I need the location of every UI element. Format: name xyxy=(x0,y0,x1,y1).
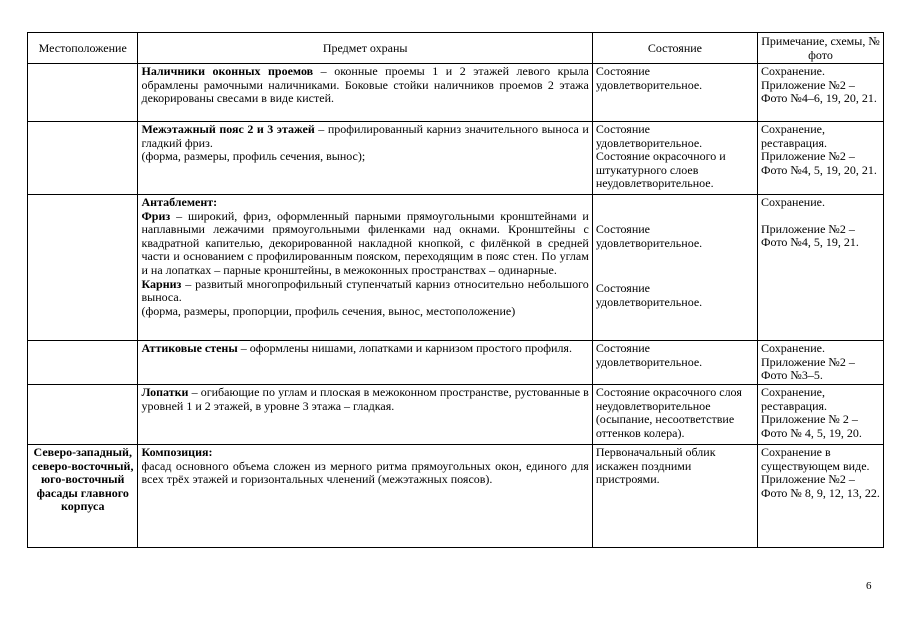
subject-extra: (форма, размеры, профиль сечения, вынос); xyxy=(141,149,366,164)
frieze-title: Фриз xyxy=(141,208,171,223)
cell-subject xyxy=(138,64,592,122)
subject-text: – оформлены нишами, лопатками и карнизом простого профиля. xyxy=(237,341,572,355)
subject-title: Лопатки xyxy=(141,385,189,399)
table-row xyxy=(28,122,884,195)
cell-condition: Состояние удовлетворительное. xyxy=(592,341,757,385)
page-number: 6 xyxy=(866,580,872,592)
header-location: Местоположение xyxy=(28,33,138,64)
subject-text: фасад основного объема сложен из мерного ритма прямоугольных окон, единого для всех трёх этажей и горизонтальных членений (межэтажных поясов). xyxy=(141,458,589,487)
condition-text-2: Состояние удовлетворительное. xyxy=(595,281,703,309)
table-row xyxy=(28,385,884,445)
cell-note: Сохранение, реставрация. Приложение №2 – Фото №4, 5, 19, 20, 21. xyxy=(758,122,884,195)
subject-heading: Антаблемент: xyxy=(141,195,218,209)
subject-text: – профилированный карниз значительного выноса и гладкий фриз. xyxy=(141,122,589,150)
subject-title: Межэтажный пояс 2 и 3 этажей xyxy=(141,122,315,136)
cell-subject xyxy=(138,445,592,548)
cell-note xyxy=(758,195,884,341)
cell-condition: Состояние удовлетворительное. xyxy=(592,64,757,122)
subject-text: – огибающие по углам и плоская в межоконном пространстве, рустованные в уровней 1 и 2 этажей, в уровне 3 этажа – гладкая. xyxy=(141,385,589,413)
cell-condition xyxy=(592,122,757,195)
note-text: Сохранение. xyxy=(761,195,825,209)
table-row xyxy=(28,195,884,341)
cell-location xyxy=(28,122,138,195)
header-note: Примечание, схемы, № фото xyxy=(758,33,884,64)
condition-text: Состояние удовлетворительное. xyxy=(595,122,703,150)
cornice-text: – развитый многопрофильный ступенчатый карниз относительно небольшого выноса. xyxy=(141,276,589,305)
subject-heading: Композиция: xyxy=(141,445,213,459)
cell-note: Сохранение. Приложение №2 – Фото №4–6, 19, 20, 21. xyxy=(758,64,884,122)
condition-text-2: Состояние окрасочного и штукатурного слоев неудовлетворительное. xyxy=(595,149,726,191)
note-text: Сохранение в существующем виде. xyxy=(761,445,870,473)
subject-extra: (форма, размеры, пропорции, профиль сечения, вынос, местоположение) xyxy=(141,303,516,318)
cell-subject xyxy=(138,122,592,195)
cell-condition xyxy=(592,195,757,341)
cell-location: Северо-западный, северо-восточный, юго-восточный фасады главного корпуса xyxy=(28,445,138,548)
header-condition: Состояние xyxy=(592,33,757,64)
header-subject: Предмет охраны xyxy=(138,33,592,64)
table-header-row xyxy=(28,33,884,64)
subject-title: Аттиковые стены xyxy=(141,341,238,355)
cell-subject xyxy=(138,385,592,445)
cornice-title: Карниз xyxy=(141,276,182,291)
cell-condition: Первоначальный облик искажен поздними пристроями. xyxy=(592,445,757,548)
condition-text: Состояние удовлетворительное. xyxy=(595,222,703,250)
table-row xyxy=(28,64,884,122)
cell-location xyxy=(28,195,138,341)
table-row xyxy=(28,341,884,385)
cell-location xyxy=(28,341,138,385)
frieze-text: – широкий, фриз, оформленный парными прямоугольными кронштейнами и наплавными лежачими прямоугольными филенками над окнами. Кронштейны с квадратной капителью, декорированной накладной кнопкой, с филёнкой в средней части и основанием с профилированным пояском, переходящим в пояс стен. По углам и на лопатках – парные кронштейны, в межоконных пространствах – одинарные. xyxy=(141,208,589,277)
cell-note: Сохранение, реставрация. Приложение № 2 – Фото № 4, 5, 19, 20. xyxy=(758,385,884,445)
subject-text: – оконные проемы 1 и 2 этажей левого крыла обрамлены рамочными наличниками. Боковые стойки наличников проемов 2 этажа декорированы свесами в виде кистей. xyxy=(141,64,589,106)
cell-subject xyxy=(138,341,592,385)
note-text-2: Приложение №2 – Фото №4, 5, 19, 21. xyxy=(761,221,859,250)
cell-location xyxy=(28,64,138,122)
cell-subject xyxy=(138,195,592,341)
protection-table xyxy=(27,32,884,548)
cell-note xyxy=(758,445,884,548)
cell-note: Сохранение. Приложение №2 – Фото №3–5. xyxy=(758,341,884,385)
cell-location xyxy=(28,385,138,445)
cell-condition: Состояние окрасочного слоя неудовлетворительное (осыпание, несоответствие оттенков колера). xyxy=(592,385,757,445)
table-row xyxy=(28,445,884,548)
subject-title: Наличники оконных проемов xyxy=(141,64,314,78)
note-text-2: Приложение №2 – Фото № 8, 9, 12, 13, 22. xyxy=(761,472,880,500)
